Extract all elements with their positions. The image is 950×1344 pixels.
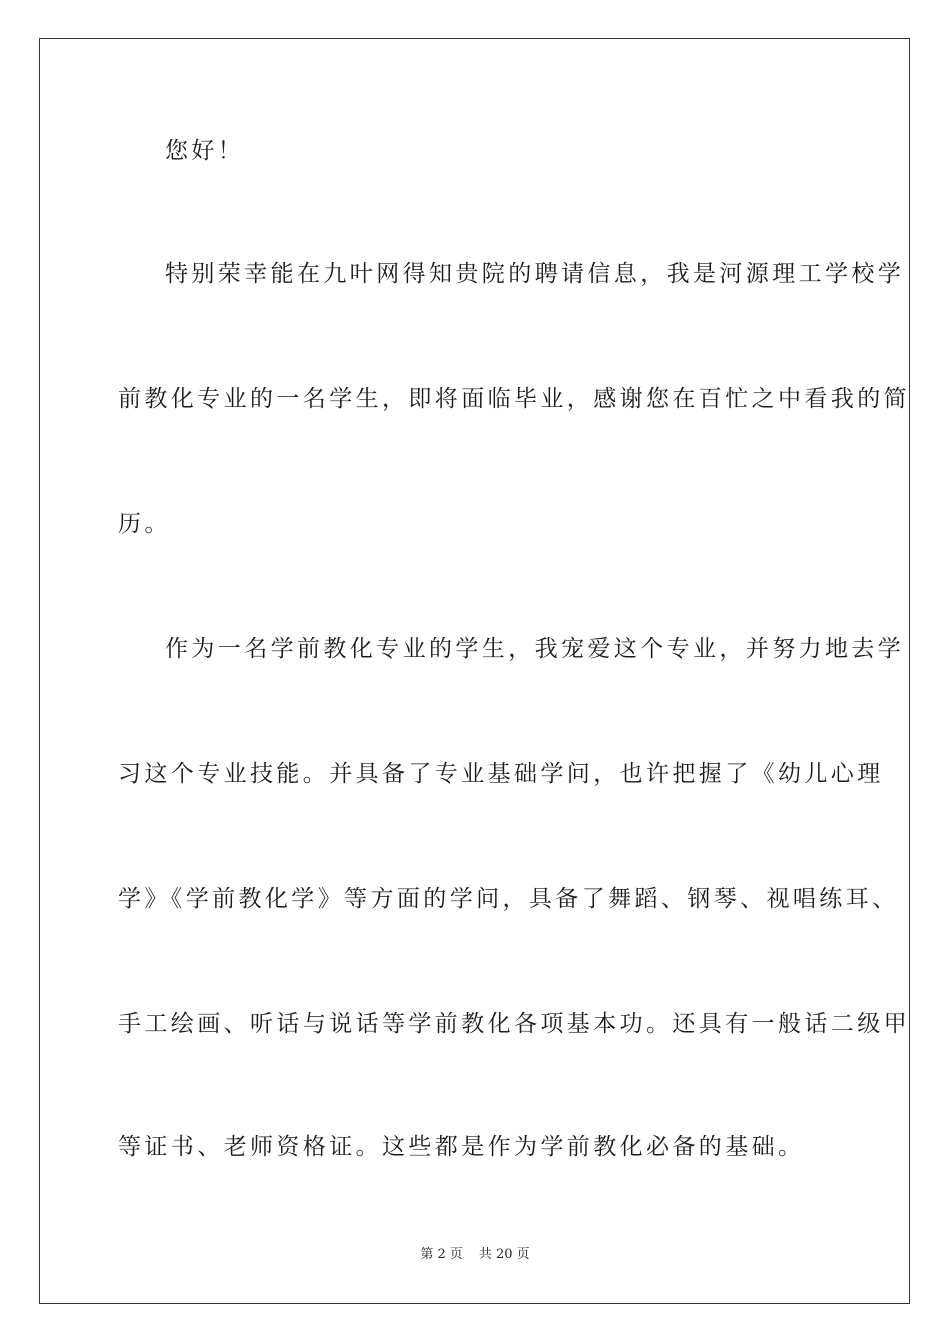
paragraph-1-line-3: 历。 <box>118 511 171 537</box>
paragraph-2-line-1: 作为一名学前教化专业的学生，我宠爱这个专业，并努力地去学 <box>165 636 905 662</box>
page-footer <box>0 1246 950 1264</box>
page-border <box>39 38 910 1304</box>
paragraph-2-line-2: 习这个专业技能。并具备了专业基础学问，也许把握了《幼儿心理 <box>118 761 884 787</box>
greeting-line: 您好！ <box>165 138 245 164</box>
paragraph-2-line-3: 学》《学前教化学》等方面的学问，具备了舞蹈、钢琴、视唱练耳、 <box>118 886 899 912</box>
paragraph-1-line-2: 前教化专业的一名学生，即将面临毕业，感谢您在百忙之中看我的简 <box>118 386 910 412</box>
paragraph-2-line-5: 等证书、老师资格证。这些都是作为学前教化必备的基础。 <box>118 1134 805 1160</box>
paragraph-1-line-1: 特别荣幸能在九叶网得知贵院的聘请信息，我是河源理工学校学 <box>165 261 905 287</box>
paragraph-2-line-4: 手工绘画、听话与说话等学前教化各项基本功。还具有一般话二级甲 <box>118 1011 910 1037</box>
page-number: 第 2 页 <box>420 1247 463 1262</box>
page-total: 共 20 页 <box>478 1247 530 1262</box>
